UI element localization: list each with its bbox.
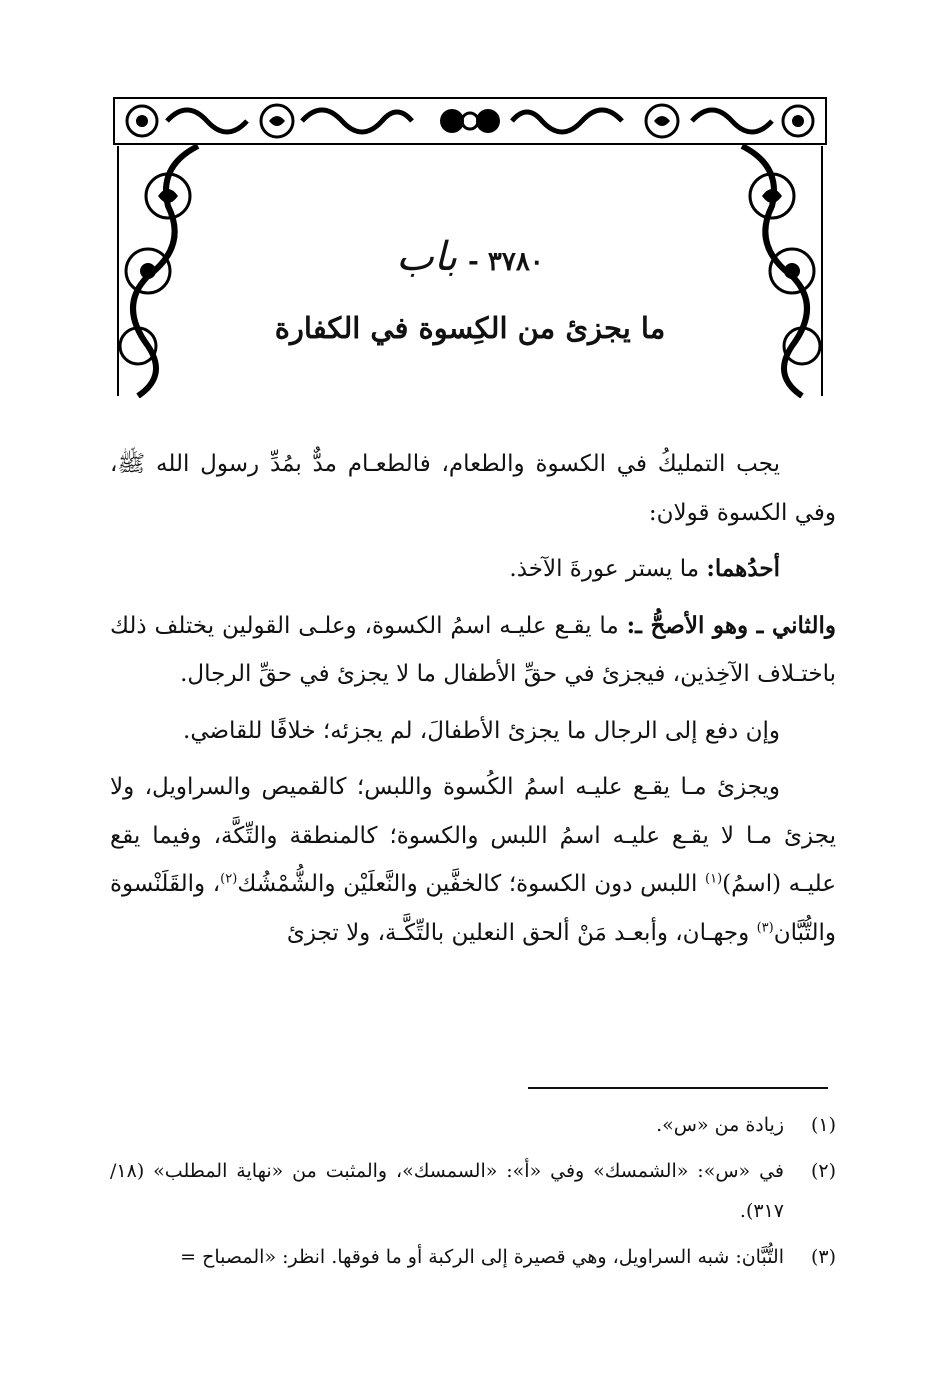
- footnote-number: (٣): [810, 1246, 836, 1268]
- footnote-divider: [528, 1087, 828, 1089]
- footnote-ref-1[interactable]: (١): [705, 871, 723, 887]
- paragraph-3: والثاني ـ وهو الأصحُّ ـ: ما يقـع عليـه اسمُ الكسوة، وعلـى القولين يختلف ذلك باختـلاف الآخِذين، فيجزئ في حقِّ الأطفال ما لا يجزئ في حقِّ الرجال.: [110, 611, 836, 687]
- footnote: [110, 1237, 836, 1277]
- footnote-number: (١): [810, 1114, 836, 1136]
- footnote: [110, 1105, 836, 1145]
- paragraph-4: وإن دفع إلى الرجال ما يجزئ الأطفالَ، لم يجزئه؛ خلافًا للقاضي.: [183, 717, 780, 744]
- footnote: [110, 1151, 836, 1231]
- footnote-text: التُّبَّان: شبه السراويل، وهي قصيرة إلى الركبة أو ما فوقها. انظر: «المصباح =: [180, 1246, 784, 1268]
- footnotes: [110, 1105, 836, 1283]
- paragraph-1: يجب التمليكُ في الكسوة والطعام، فالطعـام مدٌّ بمُدِّ رسول الله ﷺ، وفي الكسوة قولان:: [110, 451, 836, 526]
- footnote-number: (٢): [810, 1160, 836, 1182]
- paragraph-2: أحدُهما: ما يستر عورةَ الآخذ.: [509, 555, 780, 582]
- footnote-ref-3[interactable]: (٣): [756, 919, 774, 935]
- paragraph-lead: أحدُهما:: [706, 555, 780, 582]
- paragraph-5: ويجزئ مـا يقـع عليـه اسمُ الكُسوة واللبس؛ كالقميص والسراويل، ولا يجزئ مـا لا يقـع عليـه اسمُ اللبس والكسوة؛ كالمنطقة والتِّكَّة، وفيما يقع عليـه (اسمُ)$^{(١)}$ اللبس دون الكسوة؛ كالخفَّين والنَّعلَيْن والشُّمْشُك$^{(٢)}$، والقَلَنْسوة والتُّبَّان$^{(٣)}$ وجهـان، وأبعـد مَنْ ألحق النعلين بالتِّكَّـة، ولا تجزئ: [110, 774, 836, 946]
- chapter-label: باب: [396, 234, 458, 280]
- footnote-text: زيادة من «س».: [656, 1114, 784, 1136]
- chapter-title: ما يجزئ من الكِسوة في الكفارة: [274, 311, 666, 345]
- footnote-text: في «س»: «الشمسك» وفي «أ»: «السمسك»، والمثبت من «نهاية المطلب» (١٨/ ٣١٧).: [110, 1160, 784, 1222]
- paragraph-lead: والثاني ـ وهو الأصحُّ ـ:: [626, 611, 836, 639]
- chapter-number: ٣٧٨٠ -: [468, 247, 544, 277]
- footnote-ref-2[interactable]: (٢): [220, 871, 238, 887]
- chapter-heading: [112, 232, 828, 287]
- main-text: [110, 440, 836, 965]
